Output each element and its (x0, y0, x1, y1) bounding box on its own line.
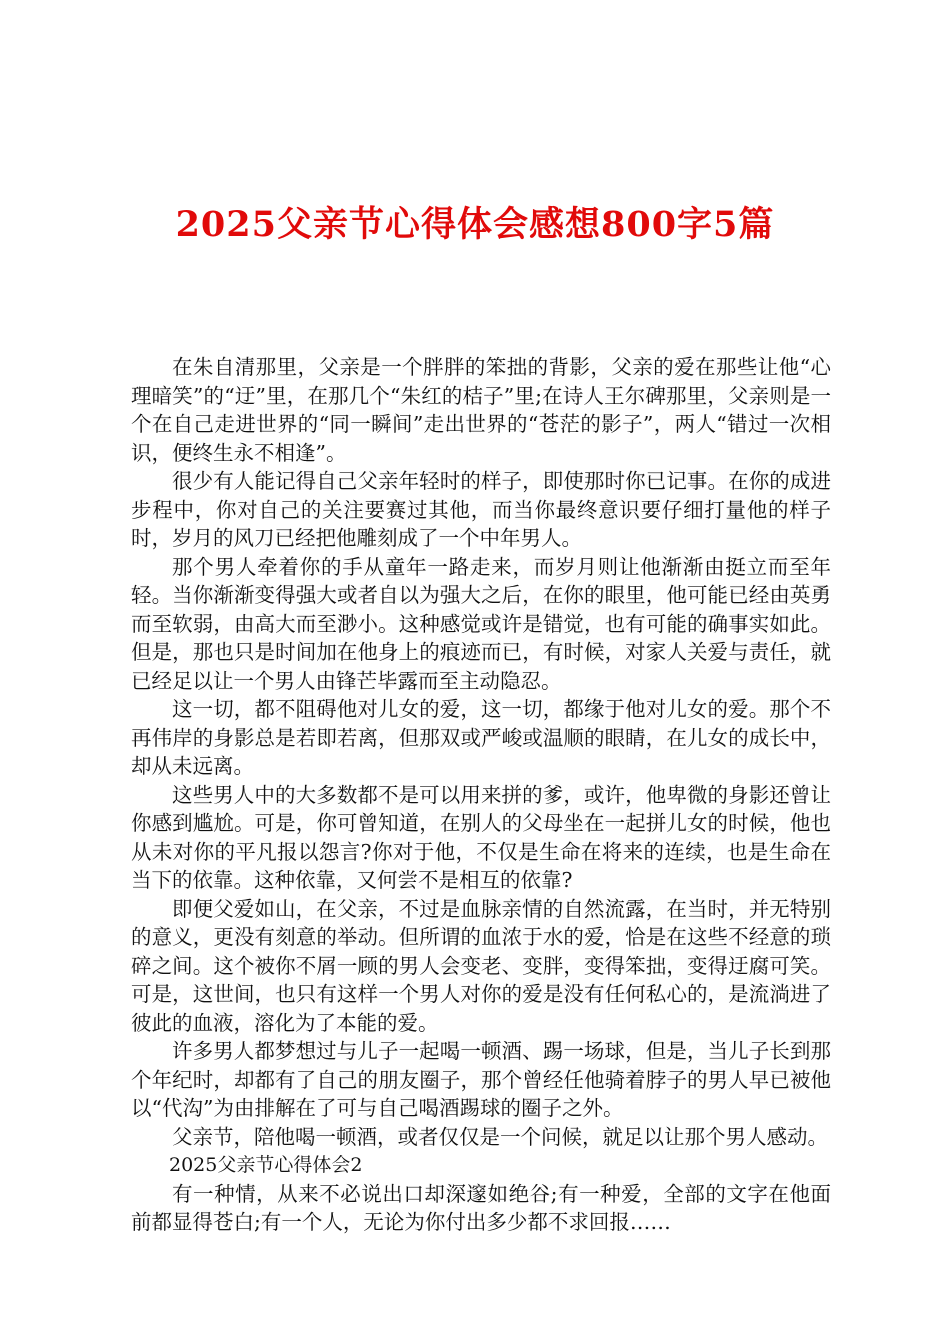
paragraph: 许多男人都梦想过与儿子一起喝一顿酒、踢一场球，但是，当儿子长到那个年纪时，却都有了自己的朋友圈子，那个曾经任他骑着脖子的男人早已被他以“代沟”为由排解在了可与自己喝酒踢球的圈子之外。 (131, 1039, 831, 1120)
paragraph: 即便父爱如山，在父亲，不过是血脉亲情的自然流露，在当时，并无特别的意义，更没有刻意的举动。但所谓的血浓于水的爱，恰是在这些不经意的琐碎之间。这个被你不屑一顾的男人会变老、变胖，变得笨拙，变得迂腐可笑。可是，这世间，也只有这样一个男人对你的爱是没有任何私心的，是流淌进了彼此的血液，溶化为了本能的爱。 (131, 896, 831, 1035)
article-body (131, 353, 831, 1237)
paragraph: 这一切，都不阻碍他对儿女的爱，这一切，都缘于他对儿女的爱。那个不再伟岸的身影总是若即若离，但那双或严峻或温顺的眼睛，在儿女的成长中，却从未远离。 (131, 697, 831, 778)
section-heading: 2025父亲节心得体会2 (169, 1154, 363, 1176)
paragraph: 父亲节，陪他喝一顿酒，或者仅仅是一个问候，就足以让那个男人感动。 (172, 1124, 828, 1149)
paragraph: 这些男人中的大多数都不是可以用来拼的爹，或许，他卑微的身影还曾让你感到尴尬。可是，你可曾知道，在别人的父母坐在一起拼儿女的时候，他也从未对你的平凡报以怨言?你对于他，不仅是生命在将来的连续，也是生命在当下的依靠。这种依靠，又何尝不是相互的依靠? (131, 782, 831, 892)
paragraph: 很少有人能记得自己父亲年轻时的样子，即使那时你已记事。在你的成进步程中，你对自己的关注要赛过其他，而当你最终意识要仔细打量他的样子时，岁月的风刀已经把他雕刻成了一个中年男人。 (131, 469, 831, 550)
paragraph: 在朱自清那里，父亲是一个胖胖的笨拙的背影，父亲的爱在那些让他“心理暗笑”的“迂”里，在那几个“朱红的桔子”里;在诗人王尔碑那里，父亲则是一个在自己走进世界的“同一瞬间”走出世界的“苍茫的影子”，两人“错过一次相识，便终生永不相逢”。 (131, 355, 831, 465)
page-title: 2025父亲节心得体会感想800字5篇 (175, 204, 775, 245)
paragraph: 那个男人牵着你的手从童年一路走来，而岁月则让他渐渐由挺立而至年轻。当你渐渐变得强大或者自以为强大之后，在你的眼里，他可能已经由英勇而至软弱，由高大而至渺小。这种感觉或许是错觉，也有可能的确事实如此。但是，那也只是时间加在他身上的痕迹而已，有时候，对家人关爱与责任，就已经足以让一个男人由锋芒毕露而至主动隐忍。 (131, 554, 831, 693)
paragraph: 有一种情，从来不必说出口却深邃如绝谷;有一种爱，全部的文字在他面前都显得苍白;有一个人，无论为你付出多少都不求回报…… (131, 1181, 831, 1234)
